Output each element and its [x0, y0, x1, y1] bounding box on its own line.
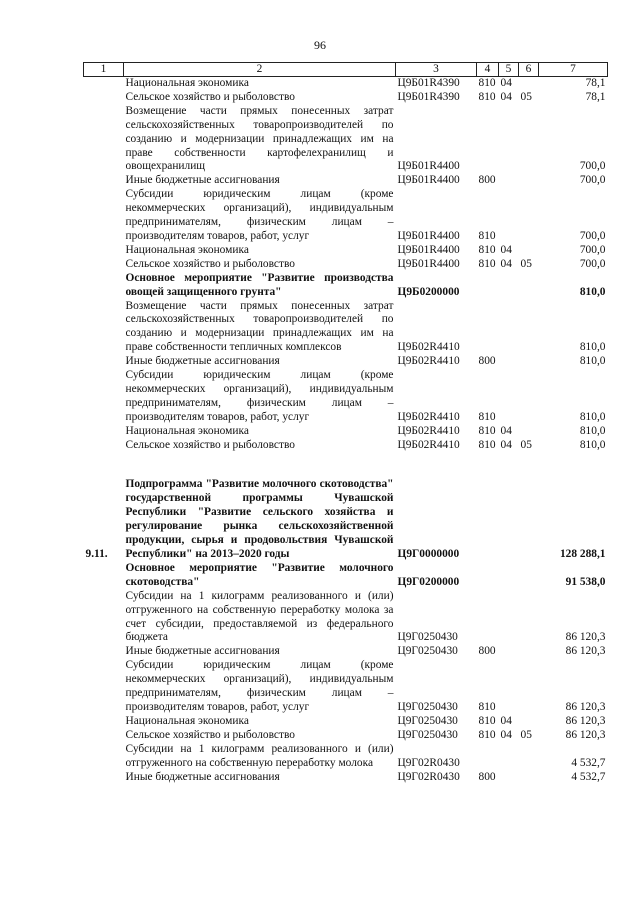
section-cell [499, 174, 519, 188]
row-name-cell: Субсидии юридическим лицам (кроме некоммерческих организаций), индивидуальным предпринимателям, физическим лицам – производителям товаров, работ, услуг [125, 659, 394, 713]
amount-cell: 91 538,0 [565, 575, 606, 588]
expense-type-cell [477, 300, 499, 356]
column-header-section: 5 [499, 63, 519, 77]
row-name-cell: Сельское хозяйство и рыболовство [125, 728, 295, 741]
target-code-cell: Ц9Г0250430 [397, 728, 458, 741]
subsection-cell: 05 [520, 257, 532, 270]
table-row [84, 590, 608, 646]
row-number-cell [84, 369, 124, 425]
expense-type-cell [477, 590, 499, 646]
amount-cell: 700,0 [579, 160, 606, 173]
expense-type-cell: 810 [478, 714, 496, 727]
subsection-cell [519, 369, 539, 425]
row-number-cell [84, 729, 124, 743]
amount-cell: 4 532,7 [571, 770, 606, 783]
row-name-cell: Возмещение части прямых понесенных затрат сельскохозяйственных товаропроизводителей по созданию и модернизации принадлежащих им на праве собственности картофелехранилищ и овощехранилищ [125, 104, 394, 173]
table-row [84, 174, 608, 188]
target-code-cell: Ц9Г02R0430 [397, 770, 460, 783]
subsection-cell [519, 425, 539, 439]
expense-type-cell [477, 478, 499, 561]
amount-cell: 810,0 [579, 341, 606, 354]
subsection-cell [519, 478, 539, 561]
table-row [84, 659, 608, 715]
row-number-cell [84, 91, 124, 105]
table-header-row [84, 63, 608, 77]
expense-type-cell: 800 [478, 355, 496, 368]
amount-cell: 86 120,3 [565, 631, 606, 644]
target-code-cell: Ц9Б02R4410 [397, 438, 460, 451]
subsection-cell [519, 659, 539, 715]
row-name-cell: Основное мероприятие "Развитие производства овощей защищенного грунта" [125, 271, 394, 298]
section-cell: 04 [500, 243, 512, 256]
subsection-cell: 05 [520, 90, 532, 103]
row-number-cell [84, 645, 124, 659]
table-row [84, 729, 608, 743]
target-code-cell: Ц9Г0250430 [397, 645, 458, 658]
target-code-cell: Ц9Б01R4400 [397, 160, 460, 173]
table-row [84, 188, 608, 244]
row-name-cell: Иные бюджетные ассигнования [125, 355, 280, 368]
row-number-cell [84, 771, 124, 785]
amount-cell: 810,0 [579, 438, 606, 451]
expense-type-cell: 810 [478, 229, 496, 242]
table-row [84, 439, 608, 453]
expense-type-cell [477, 105, 499, 175]
section-cell [499, 355, 519, 369]
row-number-cell [84, 272, 124, 300]
section-cell [499, 272, 519, 300]
amount-cell: 700,0 [579, 257, 606, 270]
expense-type-cell: 810 [478, 90, 496, 103]
subsection-cell [519, 174, 539, 188]
row-number-cell [84, 77, 124, 91]
row-number-cell: 9.11. [85, 548, 108, 560]
row-number-cell [84, 174, 124, 188]
section-cell [499, 300, 519, 356]
spacer-row [84, 452, 608, 478]
amount-cell: 78,1 [585, 90, 606, 103]
column-header-name: 2 [124, 63, 396, 77]
subsection-cell [519, 715, 539, 729]
table-row [84, 645, 608, 659]
row-number-cell [84, 439, 124, 453]
section-cell [499, 590, 519, 646]
section-cell: 04 [500, 438, 512, 451]
row-name-cell: Сельское хозяйство и рыболовство [125, 90, 295, 103]
section-cell [499, 478, 519, 561]
target-code-cell: Ц9Б02R4410 [397, 355, 460, 368]
expense-type-cell [477, 272, 499, 300]
table-row [84, 743, 608, 771]
row-number-cell [84, 355, 124, 369]
expense-type-cell: 810 [478, 728, 496, 741]
subsection-cell [519, 300, 539, 356]
amount-cell: 86 120,3 [565, 645, 606, 658]
target-code-cell: Ц9Б01R4400 [397, 174, 460, 187]
table-row [84, 300, 608, 356]
section-cell: 04 [500, 90, 512, 103]
section-cell [499, 659, 519, 715]
target-code-cell: Ц9Б01R4400 [397, 229, 460, 242]
row-number-cell [84, 188, 124, 244]
section-cell: 04 [500, 257, 512, 270]
column-header-subsection: 6 [519, 63, 539, 77]
amount-cell: 86 120,3 [565, 700, 606, 713]
target-code-cell: Ц9Б01R4390 [397, 77, 460, 89]
column-header-amount: 7 [539, 63, 608, 77]
section-cell [499, 743, 519, 771]
row-name-cell: Основное мероприятие "Развитие молочного скотоводства" [125, 561, 394, 588]
row-number-cell [84, 659, 124, 715]
row-number-cell [84, 590, 124, 646]
table-row [84, 478, 608, 561]
amount-cell: 700,0 [579, 243, 606, 256]
target-code-cell: Ц9Г02R0430 [397, 756, 460, 769]
table-row [84, 369, 608, 425]
table-body [84, 77, 608, 785]
row-number-cell [84, 258, 124, 272]
row-name-cell: Иные бюджетные ассигнования [125, 174, 280, 187]
table-row [84, 425, 608, 439]
table-row [84, 77, 608, 91]
row-name-cell: Субсидии юридическим лицам (кроме некоммерческих организаций), индивидуальным предпринимателям, физическим лицам – производителям товаров, работ, услуг [125, 188, 394, 242]
expense-type-cell: 800 [478, 174, 496, 187]
amount-cell: 810,0 [579, 410, 606, 423]
amount-cell: 78,1 [585, 77, 606, 89]
amount-cell: 4 532,7 [571, 756, 606, 769]
target-code-cell: Ц9Б02R4410 [397, 410, 460, 423]
section-cell: 04 [500, 424, 512, 437]
row-number-cell [84, 105, 124, 175]
column-header-expense-type: 4 [477, 63, 499, 77]
row-name-cell: Субсидии на 1 килограмм реализованного и (или) отгруженного на собственную переработку молока за счет субсидии, предоставляемой из федерального бюджета [125, 589, 394, 644]
row-number-cell [84, 244, 124, 258]
row-name-cell: Сельское хозяйство и рыболовство [125, 257, 295, 270]
row-name-cell: Национальная экономика [125, 424, 249, 437]
column-header-number: 1 [84, 63, 124, 77]
section-cell [499, 188, 519, 244]
target-code-cell: Ц9Б02R4410 [397, 424, 460, 437]
section-cell [499, 771, 519, 785]
amount-cell: 810,0 [579, 355, 606, 368]
budget-table [83, 62, 608, 784]
row-name-cell: Национальная экономика [125, 77, 249, 89]
row-name-cell: Национальная экономика [125, 243, 249, 256]
subsection-cell [519, 743, 539, 771]
section-cell [499, 369, 519, 425]
subsection-cell [519, 77, 539, 91]
section-cell: 04 [500, 77, 512, 89]
row-name-cell: Подпрограмма "Развитие молочного скотоводства" государственной программы Чувашской Республики "Развитие сельского хозяйства и регулирование рынка сельскохозяйственной продукции, сырья и продовольствия Чувашской Республики" на 2013–2020 годы [125, 478, 394, 560]
table-row [84, 258, 608, 272]
row-name-cell: Возмещение части прямых понесенных затрат сельскохозяйственных товаропроизводителей по созданию и модернизации принадлежащих им на праве собственности тепличных комплексов [125, 299, 394, 354]
row-number-cell [84, 425, 124, 439]
subsection-cell [519, 272, 539, 300]
target-code-cell: Ц9Б01R4400 [397, 257, 460, 270]
subsection-cell [519, 771, 539, 785]
row-name-cell: Субсидии юридическим лицам (кроме некоммерческих организаций), индивидуальным предпринимателям, физическим лицам – производителям товаров, работ, услуг [125, 369, 394, 423]
section-cell [499, 645, 519, 659]
subsection-cell: 05 [520, 438, 532, 451]
section-cell [499, 562, 519, 590]
row-name-cell: Национальная экономика [125, 714, 249, 727]
row-name-cell: Иные бюджетные ассигнования [125, 770, 280, 783]
table-row [84, 771, 608, 785]
section-cell: 04 [500, 714, 512, 727]
amount-cell: 700,0 [579, 229, 606, 242]
subsection-cell: 05 [520, 728, 532, 741]
expense-type-cell: 810 [478, 700, 496, 713]
expense-type-cell: 810 [478, 410, 496, 423]
table-row [84, 355, 608, 369]
amount-cell: 810,0 [579, 285, 606, 298]
page-number: 96 [314, 38, 326, 52]
table-row [84, 272, 608, 300]
row-name-cell: Субсидии на 1 килограмм реализованного и (или) отгруженного на собственную переработку молока [125, 742, 394, 769]
table-row [84, 91, 608, 105]
subsection-cell [519, 105, 539, 175]
subsection-cell [519, 590, 539, 646]
expense-type-cell: 810 [478, 438, 496, 451]
row-name-cell: Сельское хозяйство и рыболовство [125, 438, 295, 451]
table-row [84, 715, 608, 729]
expense-type-cell: 810 [478, 257, 496, 270]
row-number-cell [84, 300, 124, 356]
row-number-cell [84, 562, 124, 590]
table-row [84, 562, 608, 590]
section-cell: 04 [500, 728, 512, 741]
column-header-code: 3 [396, 63, 477, 77]
table-row [84, 244, 608, 258]
target-code-cell: Ц9Г0250430 [397, 631, 458, 644]
target-code-cell: Ц9Г0000000 [397, 548, 460, 560]
expense-type-cell: 810 [478, 424, 496, 437]
section-cell [499, 105, 519, 175]
subsection-cell [519, 562, 539, 590]
target-code-cell: Ц9Б02R4410 [397, 341, 460, 354]
amount-cell: 700,0 [579, 174, 606, 187]
target-code-cell: Ц9Б01R4400 [397, 243, 460, 256]
expense-type-cell: 800 [478, 645, 496, 658]
subsection-cell [519, 244, 539, 258]
expense-type-cell [477, 562, 499, 590]
target-code-cell: Ц9Б01R4390 [397, 90, 460, 103]
amount-cell: 86 120,3 [565, 728, 606, 741]
subsection-cell [519, 645, 539, 659]
target-code-cell: Ц9Г0250430 [397, 714, 458, 727]
amount-cell: 86 120,3 [565, 714, 606, 727]
expense-type-cell [477, 743, 499, 771]
amount-cell: 810,0 [579, 424, 606, 437]
target-code-cell: Ц9Г0250430 [397, 700, 458, 713]
table-row [84, 105, 608, 175]
expense-type-cell: 810 [478, 243, 496, 256]
row-name-cell: Иные бюджетные ассигнования [125, 645, 280, 658]
expense-type-cell: 800 [478, 770, 496, 783]
row-number-cell [84, 743, 124, 771]
target-code-cell: Ц9Г0200000 [397, 575, 460, 588]
amount-cell: 128 288,1 [559, 548, 606, 560]
subsection-cell [519, 355, 539, 369]
expense-type-cell: 810 [478, 77, 496, 89]
spacer-cell [84, 452, 608, 478]
target-code-cell: Ц9Б0200000 [397, 285, 460, 298]
row-number-cell [84, 715, 124, 729]
subsection-cell [519, 188, 539, 244]
